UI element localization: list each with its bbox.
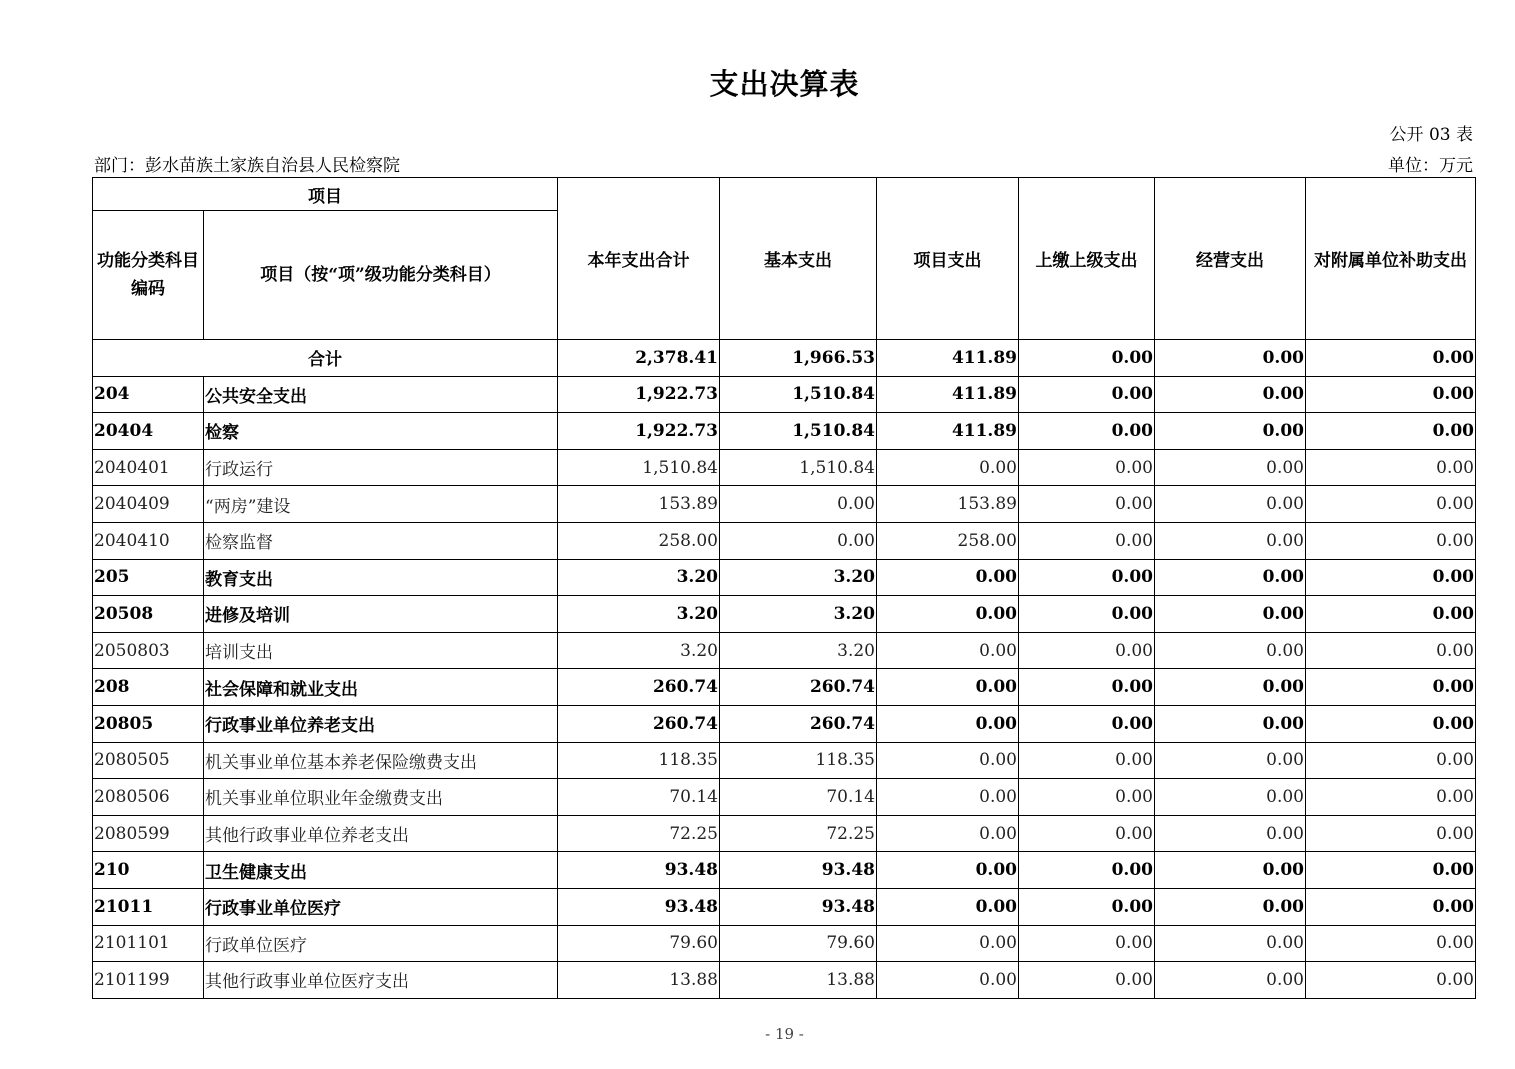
cell-name: 其他行政事业单位医疗支出 — [204, 962, 558, 999]
cell-basic: 72.25 — [720, 815, 877, 852]
cell-basic: 1,510.84 — [720, 413, 877, 450]
table-row — [93, 669, 1476, 706]
cell-basic: 13.88 — [720, 962, 877, 999]
cell-project: 153.89 — [877, 486, 1019, 523]
cell-basic: 260.74 — [720, 669, 877, 706]
cell-business: 0.00 — [1155, 705, 1306, 742]
cell-business: 0.00 — [1155, 559, 1306, 596]
cell-superior: 0.00 — [1019, 925, 1155, 962]
total-cell-superior: 0.00 — [1019, 340, 1155, 377]
cell-name: 进修及培训 — [204, 596, 558, 633]
cell-code: 208 — [93, 669, 204, 706]
cell-superior: 0.00 — [1019, 742, 1155, 779]
cell-total: 118.35 — [558, 742, 720, 779]
total-cell-business: 0.00 — [1155, 340, 1306, 377]
cell-total: 260.74 — [558, 705, 720, 742]
cell-subsidy: 0.00 — [1306, 449, 1476, 486]
cell-subsidy: 0.00 — [1306, 669, 1476, 706]
cell-project: 0.00 — [877, 559, 1019, 596]
cell-code: 2080599 — [93, 815, 204, 852]
cell-business: 0.00 — [1155, 852, 1306, 889]
cell-superior: 0.00 — [1019, 559, 1155, 596]
table-row — [93, 925, 1476, 962]
cell-superior: 0.00 — [1019, 779, 1155, 816]
cell-subsidy: 0.00 — [1306, 925, 1476, 962]
header-total: 本年支出合计 — [558, 178, 720, 340]
cell-business: 0.00 — [1155, 742, 1306, 779]
table-row — [93, 596, 1476, 633]
table-row — [93, 962, 1476, 999]
cell-name: 卫生健康支出 — [204, 852, 558, 889]
cell-project: 0.00 — [877, 852, 1019, 889]
cell-subsidy: 0.00 — [1306, 779, 1476, 816]
cell-project: 411.89 — [877, 413, 1019, 450]
cell-basic: 3.20 — [720, 596, 877, 633]
cell-business: 0.00 — [1155, 669, 1306, 706]
cell-subsidy: 0.00 — [1306, 852, 1476, 889]
table-row — [93, 705, 1476, 742]
cell-superior: 0.00 — [1019, 522, 1155, 559]
cell-code: 2040409 — [93, 486, 204, 523]
total-cell-total: 2,378.41 — [558, 340, 720, 377]
table-row — [93, 742, 1476, 779]
cell-subsidy: 0.00 — [1306, 559, 1476, 596]
cell-name: 检察 — [204, 413, 558, 450]
cell-project: 0.00 — [877, 632, 1019, 669]
table-row — [93, 486, 1476, 523]
cell-project: 0.00 — [877, 669, 1019, 706]
cell-project: 0.00 — [877, 449, 1019, 486]
cell-code: 2040410 — [93, 522, 204, 559]
cell-business: 0.00 — [1155, 632, 1306, 669]
header-name: 项目（按“项”级功能分类科目） — [204, 211, 558, 340]
table-row — [93, 559, 1476, 596]
table-row — [93, 376, 1476, 413]
header-project: 项目支出 — [877, 178, 1019, 340]
cell-business: 0.00 — [1155, 962, 1306, 999]
cell-basic: 93.48 — [720, 852, 877, 889]
cell-total: 1,922.73 — [558, 376, 720, 413]
cell-subsidy: 0.00 — [1306, 486, 1476, 523]
cell-code: 20404 — [93, 413, 204, 450]
cell-code: 2050803 — [93, 632, 204, 669]
cell-code: 210 — [93, 852, 204, 889]
cell-total: 3.20 — [558, 559, 720, 596]
cell-code: 2080505 — [93, 742, 204, 779]
total-cell-subsidy: 0.00 — [1306, 340, 1476, 377]
cell-code: 205 — [93, 559, 204, 596]
cell-basic: 0.00 — [720, 486, 877, 523]
cell-total: 3.20 — [558, 632, 720, 669]
cell-project: 0.00 — [877, 705, 1019, 742]
cell-superior: 0.00 — [1019, 852, 1155, 889]
cell-basic: 93.48 — [720, 888, 877, 925]
cell-subsidy: 0.00 — [1306, 815, 1476, 852]
cell-superior: 0.00 — [1019, 888, 1155, 925]
cell-subsidy: 0.00 — [1306, 522, 1476, 559]
cell-name: 行政单位医疗 — [204, 925, 558, 962]
cell-name: 机关事业单位基本养老保险缴费支出 — [204, 742, 558, 779]
cell-project: 0.00 — [877, 742, 1019, 779]
cell-code: 2101101 — [93, 925, 204, 962]
cell-code: 20805 — [93, 705, 204, 742]
header-basic: 基本支出 — [720, 178, 877, 340]
cell-basic: 0.00 — [720, 522, 877, 559]
cell-code: 2101199 — [93, 962, 204, 999]
header-code: 功能分类科目编码 — [93, 211, 204, 340]
cell-superior: 0.00 — [1019, 413, 1155, 450]
cell-code: 20508 — [93, 596, 204, 633]
expenditure-table — [92, 177, 1476, 999]
cell-total: 93.48 — [558, 888, 720, 925]
page-title: 支出决算表 — [709, 67, 860, 101]
cell-project: 0.00 — [877, 925, 1019, 962]
cell-name: “两房”建设 — [204, 486, 558, 523]
cell-code: 2040401 — [93, 449, 204, 486]
cell-basic: 79.60 — [720, 925, 877, 962]
cell-subsidy: 0.00 — [1306, 413, 1476, 450]
cell-subsidy: 0.00 — [1306, 376, 1476, 413]
table-row — [93, 779, 1476, 816]
cell-code: 21011 — [93, 888, 204, 925]
header-subsidy: 对附属单位补助支出 — [1306, 178, 1476, 340]
table-row — [93, 852, 1476, 889]
cell-project: 0.00 — [877, 888, 1019, 925]
cell-superior: 0.00 — [1019, 669, 1155, 706]
cell-subsidy: 0.00 — [1306, 596, 1476, 633]
cell-name: 行政事业单位养老支出 — [204, 705, 558, 742]
cell-basic: 3.20 — [720, 559, 877, 596]
cell-superior: 0.00 — [1019, 596, 1155, 633]
cell-business: 0.00 — [1155, 486, 1306, 523]
cell-subsidy: 0.00 — [1306, 962, 1476, 999]
cell-business: 0.00 — [1155, 522, 1306, 559]
cell-total: 153.89 — [558, 486, 720, 523]
cell-superior: 0.00 — [1019, 449, 1155, 486]
cell-name: 公共安全支出 — [204, 376, 558, 413]
form-number: 公开 03 表 — [1389, 125, 1473, 145]
cell-business: 0.00 — [1155, 815, 1306, 852]
cell-name: 行政运行 — [204, 449, 558, 486]
cell-subsidy: 0.00 — [1306, 632, 1476, 669]
cell-total: 1,922.73 — [558, 413, 720, 450]
cell-subsidy: 0.00 — [1306, 742, 1476, 779]
cell-basic: 260.74 — [720, 705, 877, 742]
page-number: - 19 - — [765, 1025, 804, 1043]
table-row — [93, 522, 1476, 559]
cell-total: 260.74 — [558, 669, 720, 706]
cell-total: 13.88 — [558, 962, 720, 999]
cell-total: 258.00 — [558, 522, 720, 559]
cell-business: 0.00 — [1155, 925, 1306, 962]
cell-basic: 1,510.84 — [720, 449, 877, 486]
table-row — [93, 449, 1476, 486]
header-business: 经营支出 — [1155, 178, 1306, 340]
cell-project: 0.00 — [877, 596, 1019, 633]
total-row — [93, 340, 1476, 377]
cell-superior: 0.00 — [1019, 376, 1155, 413]
total-cell-basic: 1,966.53 — [720, 340, 877, 377]
cell-name: 培训支出 — [204, 632, 558, 669]
cell-name: 教育支出 — [204, 559, 558, 596]
cell-basic: 3.20 — [720, 632, 877, 669]
cell-project: 258.00 — [877, 522, 1019, 559]
cell-name: 机关事业单位职业年金缴费支出 — [204, 779, 558, 816]
header-project-group: 项目 — [93, 178, 558, 211]
cell-total: 79.60 — [558, 925, 720, 962]
cell-subsidy: 0.00 — [1306, 888, 1476, 925]
cell-name: 行政事业单位医疗 — [204, 888, 558, 925]
table-row — [93, 888, 1476, 925]
cell-project: 411.89 — [877, 376, 1019, 413]
cell-project: 0.00 — [877, 815, 1019, 852]
table-row — [93, 815, 1476, 852]
table-row — [93, 413, 1476, 450]
cell-basic: 118.35 — [720, 742, 877, 779]
cell-total: 3.20 — [558, 596, 720, 633]
unit-label: 单位：万元 — [1388, 156, 1473, 176]
cell-superior: 0.00 — [1019, 705, 1155, 742]
cell-name: 其他行政事业单位养老支出 — [204, 815, 558, 852]
cell-total: 1,510.84 — [558, 449, 720, 486]
total-cell-project: 411.89 — [877, 340, 1019, 377]
cell-total: 72.25 — [558, 815, 720, 852]
cell-basic: 70.14 — [720, 779, 877, 816]
cell-name: 社会保障和就业支出 — [204, 669, 558, 706]
cell-code: 204 — [93, 376, 204, 413]
cell-code: 2080506 — [93, 779, 204, 816]
department-label: 部门：彭水苗族土家族自治县人民检察院 — [94, 156, 400, 176]
cell-superior: 0.00 — [1019, 632, 1155, 669]
table-row — [93, 632, 1476, 669]
cell-business: 0.00 — [1155, 888, 1306, 925]
cell-project: 0.00 — [877, 962, 1019, 999]
cell-subsidy: 0.00 — [1306, 705, 1476, 742]
cell-total: 93.48 — [558, 852, 720, 889]
cell-business: 0.00 — [1155, 413, 1306, 450]
cell-name: 检察监督 — [204, 522, 558, 559]
cell-superior: 0.00 — [1019, 962, 1155, 999]
header-superior: 上缴上级支出 — [1019, 178, 1155, 340]
cell-total: 70.14 — [558, 779, 720, 816]
cell-superior: 0.00 — [1019, 486, 1155, 523]
total-label: 合计 — [93, 340, 558, 377]
cell-business: 0.00 — [1155, 779, 1306, 816]
cell-project: 0.00 — [877, 779, 1019, 816]
cell-business: 0.00 — [1155, 376, 1306, 413]
cell-business: 0.00 — [1155, 449, 1306, 486]
cell-basic: 1,510.84 — [720, 376, 877, 413]
cell-business: 0.00 — [1155, 596, 1306, 633]
cell-superior: 0.00 — [1019, 815, 1155, 852]
